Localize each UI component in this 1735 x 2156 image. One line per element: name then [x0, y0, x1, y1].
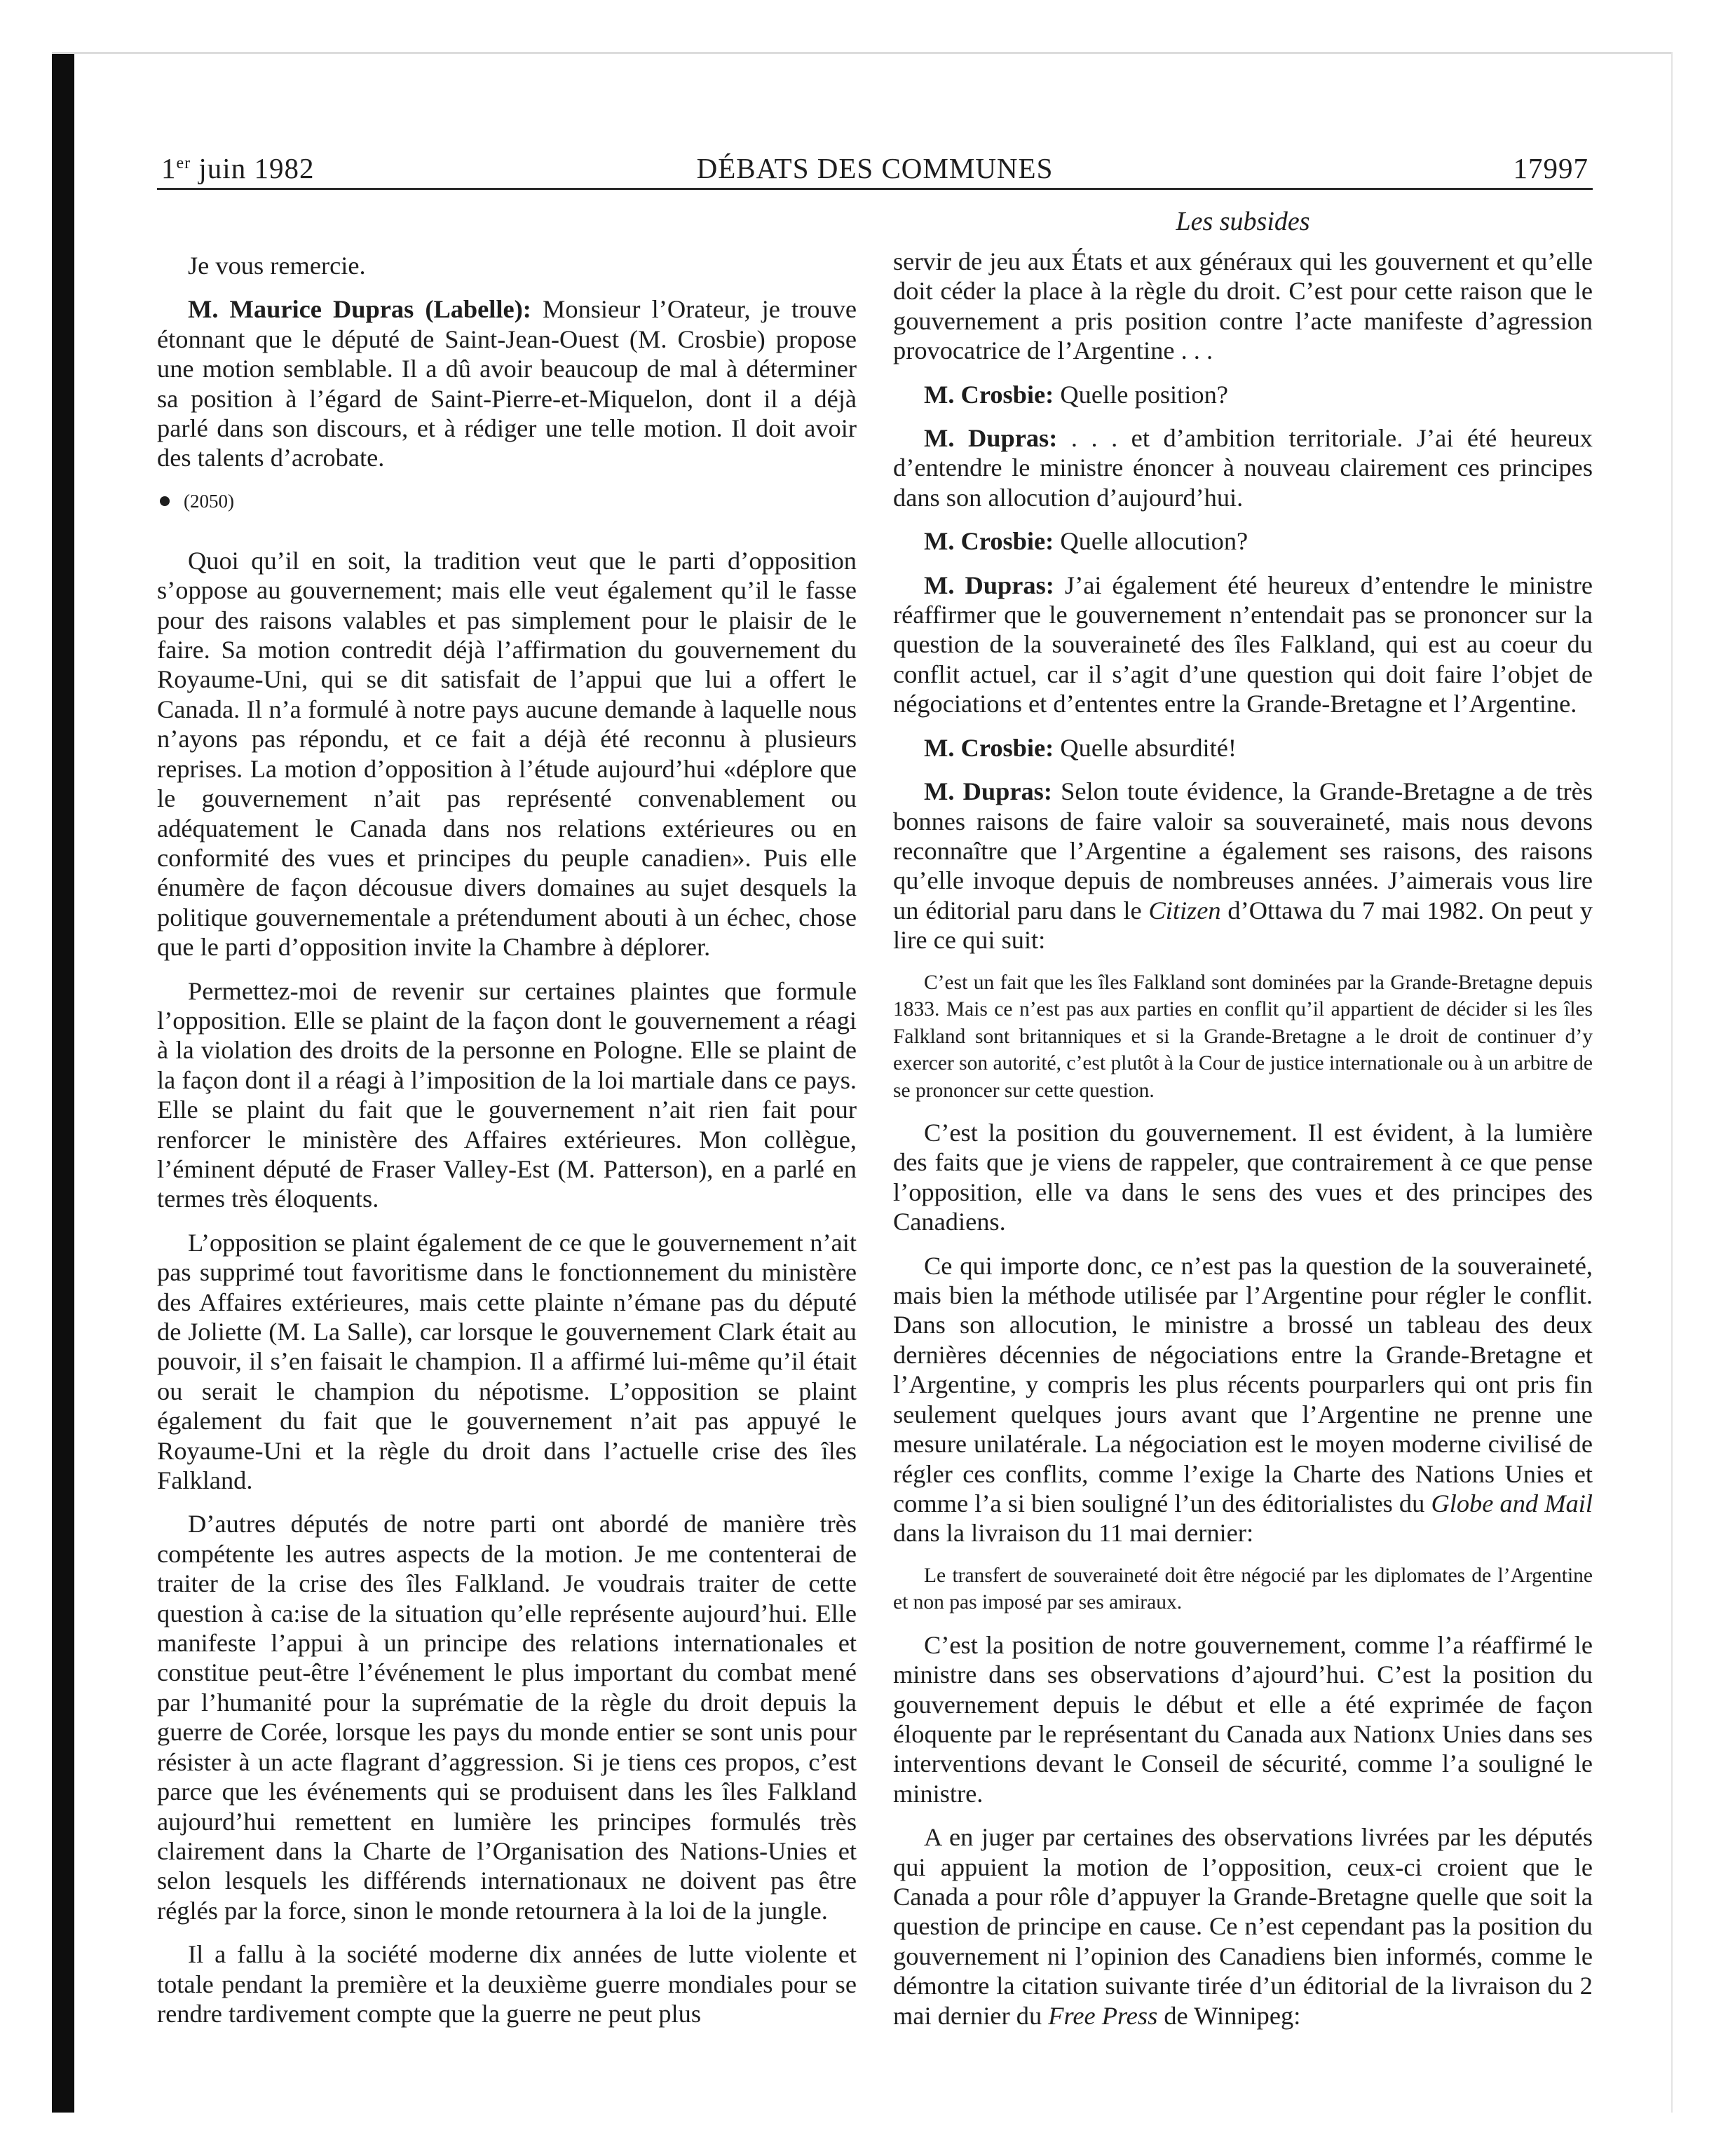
paragraph: Quoi qu’il en soit, la tradition veut que le parti d’opposition s’oppose au gouvernement; mais elle veut également qu’il le fasse pour des raisons valables et pas simplement pour le plaisir de le faire. Sa motion contredit déjà l’affirmation du gouvernement du Royaume-Uni, qui se dit satisfait de l’appui que lui a offert le Canada. Il n’a formulé à notre pays aucune demande à laquelle nous n’ayons pas répondu, et ce fait a déjà été reconnu à plusieurs reprises. La motion d’opposition à l’étude aujourd’hui «déplore que le gouvernement n’ait pas représenté convenablement ou adéquatement le Canada dans nos relations extérieures ou en conformité des vues et principes du peuple canadien». Puis elle énumère de façon décousue divers domaines au sujet desquels la politique gouvernementale a prétendument abouti à un échec, chose que le parti d’opposition invite la Chambre à déplorer.	[157, 546, 857, 962]
paragraph: M. Dupras: J’ai également été heureux d’entendre le ministre réaffirmer que le gouvernement n’entendait pas se prononcer sur la question de la souveraineté des îles Falkland, qui est au coeur du conflit actuel, car il s’agit d’une question qui doit faire l’objet de négociations et d’ententes entre la Grande-Bretagne et l’Argentine.	[893, 571, 1593, 718]
section-subhead: Les subsides	[1176, 207, 1310, 236]
paragraph: C’est la position de notre gouvernement, comme l’a réaffirmé le ministre dans ses observations d’ajourd’hui. C’est la position du gouvernement depuis le début et elle a été exprimée de façon éloquente par le représentant du Canada aux Nationx Unies dans ses interventions devant le Conseil de sécurité, comme l’a souligné le ministre.	[893, 1630, 1593, 1808]
header-date: 1er juin 1982	[161, 152, 315, 184]
paragraph: Je vous remercie.	[188, 252, 366, 280]
block-quote: Le transfert de souveraineté doit être négocié par les diplomates de l’Argentine et non pas imposé par ses amiraux.	[893, 1564, 1593, 1614]
paragraph: Permettez-moi de revenir sur certaines plaintes que formule l’opposition. Elle se plaint de la façon dont le gouvernement a réagi à la violation des droits de la personne en Pologne. Elle se plaint de la façon dont il a réagi à l’imposition de la loi martiale dans ce pays. Elle se plaint du fait que le gouvernement n’ait rien fait pour renforcer le ministère des Affaires extérieures. Mon collègue, l’éminent député de Fraser Valley-Est (M. Patterson), en a parlé en termes très éloquents.	[157, 976, 857, 1213]
document-page	[157, 147, 1593, 2103]
paragraph: M. Dupras: . . . et d’ambition territoriale. J’ai été heureux d’entendre le ministre énoncer à nouveau clairement ces principes dans son allocution d’aujourd’hui.	[893, 424, 1593, 512]
speaker-name: M. Maurice Dupras (Labelle):	[188, 295, 531, 324]
speaker-name: M. Crosbie:	[924, 527, 1054, 556]
paragraph: L’opposition se plaint également de ce que le gouvernement n’ait pas supprimé tout favoritisme dans le fonctionnement du ministère des Affaires extérieures, mais cette plainte n’émane pas du député de Joliette (M. La Salle), car lorsque le gouvernement Clark était au pouvoir, il s’en faisait le champion. Il a affirmé lui-même qu’il était ou serait le champion du népotisme. L’opposition se plaint également du fait que le gouvernement n’ait pas appuyé le Royaume-Uni et la règle du droit dans l’actuelle crise des îles Falkland.	[157, 1228, 857, 1495]
scan-border-top	[52, 52, 1673, 54]
paragraph: M. Dupras: Selon toute évidence, la Grande-Bretagne a de très bonnes raisons de faire valoir sa souveraineté, mais nous devons reconnaître que l’Argentine a également ses raisons, des raisons qu’elle invoque depuis de nombreuses années. J’aimerais vous lire un éditorial paru dans le Citizen d’Ottawa du 7 mai 1982. On peut y lire ce qui suit:	[893, 777, 1593, 955]
speaker-name: M. Dupras:	[924, 571, 1054, 599]
scan-border-left	[52, 52, 74, 2113]
paragraph: M. Crosbie: Quelle absurdité!	[924, 733, 1237, 762]
header-title: DÉBATS DES COMMUNES	[696, 152, 1054, 184]
speaker-name: M. Dupras:	[924, 424, 1058, 453]
paragraph: servir de jeu aux États et aux généraux qui les gouvernent et qu’elle doit céder la place à la règle du droit. C’est pour cette raison que le gouvernement a pris position contre l’acte manifeste d’agression provocatrice de l’Argentine . . .	[893, 247, 1593, 365]
block-quote: C’est un fait que les îles Falkland sont dominées par la Grande-Bretagne depuis 1833. Mais ce n’est pas aux parties en conflit qu’il appartient de décider si les îles Falkland sont britanniques et si la Grande-Bretagne a le droit de continuer d’y exercer son autorité, c’est plutôt à la Cour de justice internationale ou à un arbitre de se prononcer sur cette question.	[893, 971, 1593, 1102]
running-header	[157, 147, 1593, 189]
left-column	[157, 245, 857, 2042]
paragraph: D’autres députés de notre parti ont abordé de manière très compétente les autres aspects de la motion. Je me contenterai de traiter de la crise des îles Falkland. Je voudrais traiter de cette question à ca:ise de la situation qu’elle représente aujourd’hui. Elle manifeste l’appui à un principe des relations internationales et constitue peut-être l’événement le plus important du combat mené par l’humanité pour la suprématie de la règle du droit depuis la guerre de Corée, lorsque les pays du monde entier se sont unis pour résister à un acte flagrant d’aggression. Si je tiens ces propos, c’est parce que les événements qui se produisent dans les îles Falkland aujourd’hui remettent en lumière les principes formulés très clairement dans la Charte de l’Organisation des Nations-Unies et selon lesquels les différends internationaux ne doivent pas être réglés par la force, sinon le monde retournera à la loi de la jungle.	[157, 1510, 857, 1925]
paragraph: Il a fallu à la société moderne dix années de lutte violente et totale pendant la première et la deuxième guerre mondiales pour se rendre tardivement compte que la guerre ne peut plus	[157, 1940, 857, 2028]
time-marker: (2050)	[160, 487, 857, 515]
right-column	[893, 247, 1593, 2045]
publication-name: Citizen	[1148, 896, 1221, 925]
paragraph: Ce qui importe donc, ce n’est pas la question de la souveraineté, mais bien la méthode utilisée par l’Argentine pour régler le conflit. Dans son allocution, le ministre a brossé un tableau des deux dernières décennies de négociations entre la Grande-Bretagne et l’Argentine, y compris les plus récents pourparlers qui ont pris fin seulement quelques jours avant que l’Argentine ne prenne une mesure unilatérale. La négociation est le moyen moderne civilisé de régler ces conflits, comme l’exige la Charte des Nations Unies et comme l’a si bien souligné l’un des éditorialistes du Globe and Mail dans la livraison du 11 mai dernier:	[893, 1251, 1593, 1548]
speaker-name: M. Dupras:	[924, 777, 1052, 806]
page-number: 17997	[1513, 152, 1588, 184]
scan-border-right	[1671, 52, 1673, 2113]
publication-name: Free Press	[1048, 2001, 1158, 2030]
header-rule	[157, 188, 1593, 190]
paragraph: A en juger par certaines des observations livrées par les députés qui appuient la motion de l’opposition, ceux-ci croient que le Canada a pour rôle d’appuyer la Grande-Bretagne quelle que soit la question de principe en cause. Ce n’est cependant pas la position du gouvernement ni l’opinion des Canadiens bien informés, comme le démontre la citation suivante tirée d’un éditorial de la livraison du 2 mai dernier du Free Press de Winnipeg:	[893, 1823, 1593, 2030]
paragraph: M. Maurice Dupras (Labelle): Monsieur l’Orateur, je trouve étonnant que le député de Saint-Jean-Ouest (M. Crosbie) propose une motion semblable. Il a dû avoir beaucoup de mal à déterminer sa position à l’égard de Saint-Pierre-et-Miquelon, dont il a déjà parlé dans son discours, et à rédiger une telle motion. Il doit avoir des talents d’acrobate.	[157, 295, 857, 472]
paragraph: M. Crosbie: Quelle position?	[924, 380, 1228, 409]
speaker-name: M. Crosbie:	[924, 733, 1054, 762]
speaker-name: M. Crosbie:	[924, 380, 1054, 409]
bullet-icon	[160, 496, 170, 506]
publication-name: Globe and Mail	[1431, 1489, 1593, 1517]
paragraph: C’est la position du gouvernement. Il est évident, à la lumière des faits que je viens de rappeler, que contrairement à ce que pense l’opposition, elle va dans le sens des vues et des principes des Canadiens.	[893, 1119, 1593, 1236]
paragraph: M. Crosbie: Quelle allocution?	[924, 527, 1248, 556]
